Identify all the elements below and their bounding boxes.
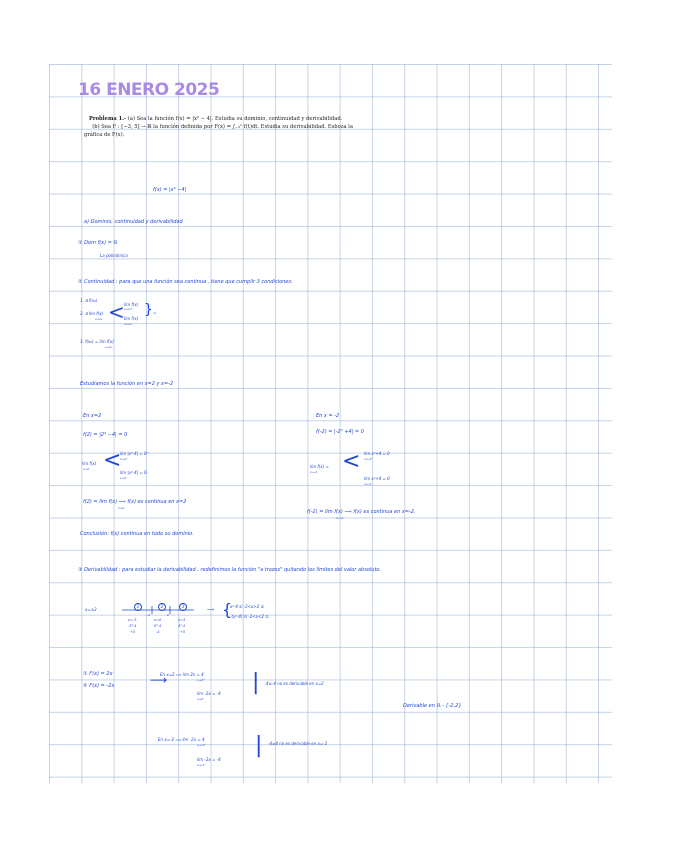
region-1-marker: 1 [134,603,142,611]
test-x-0: x=0 [154,618,162,622]
condition-3-sub: x→x₀ [105,345,113,349]
limit-xm2-top-sub: x→-2⁺ [364,457,373,461]
result-xm2: -4≠4 no es derivable en x=-2 [268,741,328,746]
function-definition: f(x) = |x² −4| [153,187,187,193]
f-at-m2: f(-2) = |-2² +4| = 0 [316,429,364,435]
result-x2: 4≠-4 no es derivable en x=2 [266,681,324,686]
piecewise-brace: { [222,600,233,619]
top-margin [0,0,677,64]
test-x-3: x=3 [178,618,186,622]
case-xm2: En x = -2 [316,413,340,419]
test-x-3-result: +5 [180,630,186,634]
test-x-m3: x=-3 [128,618,137,622]
derivative-2: ② f'(x) = -2x [83,683,115,689]
condition-2-bottom: lím f(x) [124,316,139,321]
problem-part-b: (b) Sea F : [−3, 5] → ℝ la función definida por F(x) = ∫₋₃ˣ f(t)dt. Estudia su derivabilidad. Esboza la gráfica de F(x). [84,124,353,138]
f-at-2: f(2) = |2² −4| = 0 [83,432,128,438]
limit-x2-top: lím |x²-4| = 0⁺ [120,451,149,456]
condition-2-brace: < [108,300,125,324]
limit-x2-left: lím f(x) [82,461,97,466]
page-date-title: 16 ENERO 2025 [78,80,220,100]
test-x-3-eval: 3²-4 [178,624,186,628]
region-3-marker: 3 [179,603,187,611]
bottom-margin [0,783,677,848]
test-x-0-eval: 0²-4 [154,624,162,628]
piecewise-1: x²-4 si -2<x>2 ① [230,604,265,609]
implies-arrow: ⟹ [207,607,215,613]
arrow-to-x2: ⟶ [150,673,168,687]
limit-xm2-bottom-sub: x→-2⁻ [364,482,373,486]
lateral-xm2-minus-sub: x→-2⁻ [197,763,206,767]
continuity-conclusion: Conclusión: f(x) continua en todo su dominio. [80,531,194,537]
limit-x2-left-sub: x→2 [83,467,90,471]
lateral-xm2-minus: lím -2x = -4 [197,757,221,762]
condition-3: 3. f(x₀) = lím f(x) [80,339,114,344]
study-points: Estudiamos la función en x=2 y x=-2 [80,381,174,387]
lateral-x2-minus-sub: x→2⁻ [197,697,205,701]
limit-xm2-top: lím x²+4 = 0 [364,451,390,456]
derivable-domain: Derivable en ℝ - {-2,2} [403,703,462,709]
limit-xm2-left: lím f(x) = [310,464,329,469]
case-x2: En x=2 [83,413,102,419]
limit-x2-top-sub: x→2⁺ [120,457,128,461]
condition-2-top: lím f(x) [124,302,139,307]
conclusion-x2-sub: x→2 [118,506,125,510]
condition-1: 1. ∃ f(x₀) [80,298,98,303]
lateral-x2-plus-sub: x→2⁺ [197,678,205,682]
conclusion-xm2-sub: x→-2 [336,516,344,520]
right-margin [612,0,677,848]
derivative-1: ① f'(x) = 2x [83,671,113,677]
condition-2-top-sub: x→x₀⁺ [124,307,133,311]
heading-part-a: a) Dominio, continuidad y derivabilidad [84,219,183,225]
lateral-xm2-plus-sub: x→-2⁺ [197,743,206,747]
limit-xm2-brace: < [342,449,361,474]
limit-x2-bottom: lím |x²-4| = 0⁻ [120,470,149,475]
continuity-heading: ② Continuidad : para que una función sea continua , tiene que cumplir 3 condiciones: [78,279,293,285]
left-margin [0,0,49,848]
lateral-x2-plus: En x=2 ⟹ lím 2x = 4 [160,672,204,677]
condition-2-bottom-sub: x→x₀⁻ [124,322,133,326]
region-2-marker: 2 [158,603,166,611]
problem-statement [84,115,356,139]
domain-line: ① Dom f(x) = ℝ [78,240,118,246]
problem-lead: Problema 1.- [88,116,127,122]
problem-part-a: (a) Sea la función f(x) = |x² − 4|. Estudia su dominio, continuidad y derivabilidad. [127,116,343,122]
conclusion-x2: f(2) = lím f(x) ⟹ f(x) es continua en x=2 [83,499,187,505]
limit-xm2-bottom: lím x²+4 = 0 [364,476,390,481]
condition-2: 2. ∃ lím f(x) [80,311,104,316]
test-x-m3-result: +5 [130,630,136,634]
test-x-m3-eval: -3²-4 [128,624,137,628]
limit-x2-bottom-sub: x→2⁻ [120,476,128,480]
derivability-heading: ③ Derivabilidad : para estudiar la derivabilidad , redefinimos la función "a trozos" quitando los límites del valor absoluto. [78,567,382,573]
xm2-result-brace: | [255,733,263,758]
tick-label-m2: -2 [147,613,150,617]
limit-x2-brace: < [103,448,122,473]
lateral-xm2-plus: En x=-2 ⟹ lím -2x = 4 [158,737,205,742]
tick-label-2: 2 [167,613,169,617]
condition-2-sub: x→x₀ [95,317,103,321]
test-x-0-result: -4 [156,630,160,634]
piecewise-2: -(x²-4) si -2<x<2 ② [230,614,269,619]
critical-points-label: x=±2 [85,607,97,612]
x2-result-brace: | [252,670,260,695]
conclusion-xm2: f(-2) = lím f(x) ⟹ f(x) es continua en x=-2. [307,509,416,515]
domain-note: La polinómica [100,253,128,258]
limit-xm2-left-sub: x→-2 [310,470,318,474]
lateral-x2-minus: lím -2x = -4 [197,691,221,696]
condition-2-close-brace: } [144,302,153,318]
condition-2-equal: = [153,310,157,315]
